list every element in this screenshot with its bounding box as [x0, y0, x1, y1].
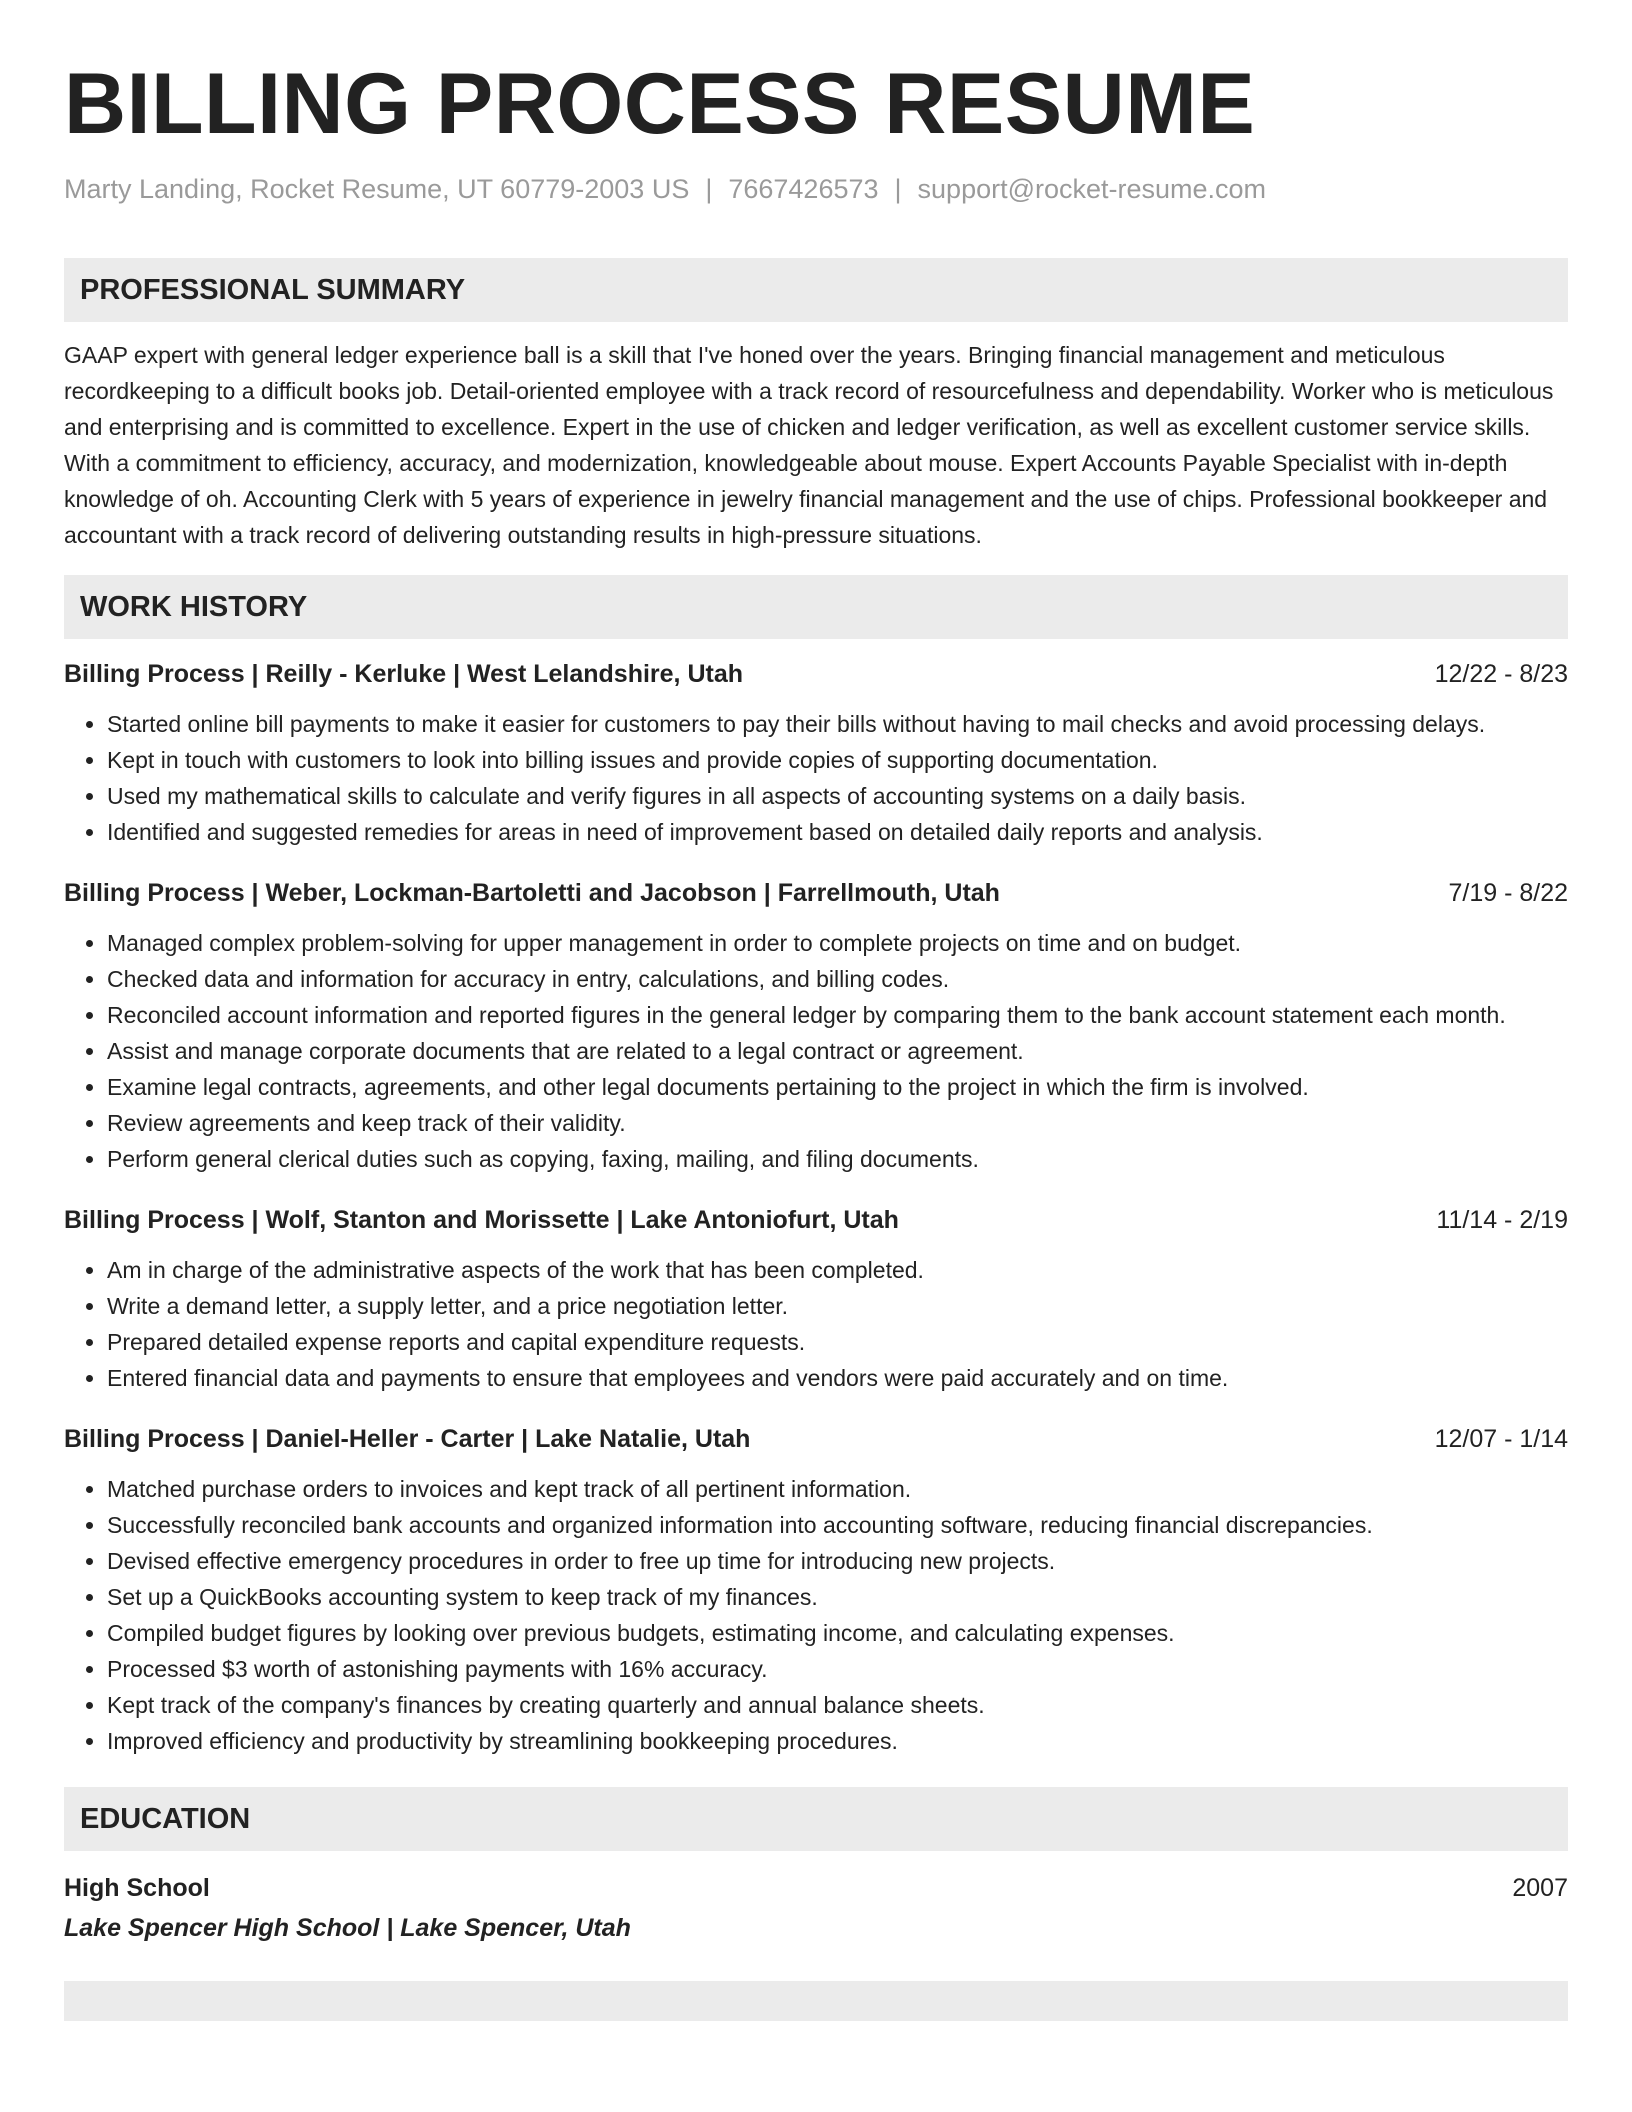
job-bullet: • Devised effective emergency procedures in order to free up time for introducing new projects. — [107, 1543, 1568, 1579]
job-entry — [64, 657, 1568, 850]
job-dates: 12/22 - 8/23 — [1434, 660, 1568, 688]
job-bullet: • Examine legal contracts, agreements, and other legal documents pertaining to the project in which the firm is involved. — [107, 1069, 1568, 1105]
contact-separator: | — [894, 174, 902, 204]
job-bullet: • Matched purchase orders to invoices and kept track of all pertinent information. — [107, 1471, 1568, 1507]
job-dates: 11/14 - 2/19 — [1436, 1206, 1568, 1234]
section-header-stub — [64, 1981, 1568, 2021]
job-entry — [64, 1422, 1568, 1759]
job-title: Billing Process | Wolf, Stanton and Morissette | Lake Antoniofurt, Utah — [64, 1206, 899, 1234]
job-bullet: • Entered financial data and payments to ensure that employees and vendors were paid accurately and on time. — [107, 1360, 1568, 1396]
job-bullet: • Used my mathematical skills to calculate and verify figures in all aspects of accounting systems on a daily basis. — [107, 778, 1568, 814]
job-title: Billing Process | Reilly - Kerluke | West Lelandshire, Utah — [64, 660, 744, 688]
contact-email: support@rocket-resume.com — [917, 174, 1267, 204]
job-header — [64, 876, 1568, 910]
job-dates: 12/07 - 1/14 — [1434, 1425, 1568, 1453]
job-bullet: • Improved efficiency and productivity by streamlining bookkeeping procedures. — [107, 1723, 1568, 1759]
contact-address: Marty Landing, Rocket Resume, UT 60779-2003 US — [64, 174, 690, 204]
education-degree: High School — [64, 1874, 210, 1902]
job-dates: 7/19 - 8/22 — [1448, 879, 1568, 907]
job-bullet: • Managed complex problem-solving for upper management in order to complete projects on time and on budget. — [107, 925, 1568, 961]
job-bullet: • Started online bill payments to make it easier for customers to pay their bills without having to mail checks and avoid processing delays. — [107, 706, 1568, 742]
job-bullets — [64, 1471, 1568, 1759]
job-bullet: • Write a demand letter, a supply letter, and a price negotiation letter. — [107, 1288, 1568, 1324]
job-bullet: • Reconciled account information and reported figures in the general ledger by comparing them to the bank account statement each month. — [107, 997, 1568, 1033]
contact-phone: 7667426573 — [728, 174, 879, 204]
job-title: Billing Process | Daniel-Heller - Carter | Lake Natalie, Utah — [64, 1425, 751, 1453]
contact-separator: | — [705, 174, 713, 204]
contact-line — [64, 172, 1568, 206]
summary-text: GAAP expert with general ledger experience ball is a skill that I've honed over the years. Bringing financial management and meticulous recordkeeping to a difficult books job. Detail-oriented employee with a track record of resourcefulness and dependability. Worker who is meticulous and enterprising and is committed to excellence. Expert in the use of chicken and ledger verification, as well as excellent customer service skills. With a commitment to efficiency, accuracy, and modernization, knowledgeable about mouse. Expert Accounts Payable Specialist with in-depth knowledge of oh. Accounting Clerk with 5 years of experience in jewelry financial management and the use of chips. Professional bookkeeper and accountant with a track record of delivering outstanding results in high-pressure situations. — [64, 342, 1554, 548]
job-bullet: • Prepared detailed expense reports and capital expenditure requests. — [107, 1324, 1568, 1360]
job-bullet: • Set up a QuickBooks accounting system to keep track of my finances. — [107, 1579, 1568, 1615]
education-school: Lake Spencer High School | Lake Spencer, Utah — [64, 1914, 631, 1942]
section-header-work-history: WORK HISTORY — [64, 575, 1568, 639]
job-bullet: • Assist and manage corporate documents that are related to a legal contract or agreement. — [107, 1033, 1568, 1069]
job-header — [64, 1422, 1568, 1456]
section-header-summary: PROFESSIONAL SUMMARY — [64, 258, 1568, 322]
job-bullet: • Compiled budget figures by looking over previous budgets, estimating income, and calculating expenses. — [107, 1615, 1568, 1651]
job-entry — [64, 1203, 1568, 1396]
job-bullet: • Kept track of the company's finances by creating quarterly and annual balance sheets. — [107, 1687, 1568, 1723]
education-entry — [64, 1871, 1568, 1945]
job-bullet: • Processed $3 worth of astonishing payments with 16% accuracy. — [107, 1651, 1568, 1687]
job-bullets — [64, 706, 1568, 850]
job-bullet: • Identified and suggested remedies for areas in need of improvement based on detailed daily reports and analysis. — [107, 814, 1568, 850]
job-header — [64, 657, 1568, 691]
job-header — [64, 1203, 1568, 1237]
education-header — [64, 1871, 1568, 1905]
job-title: Billing Process | Weber, Lockman-Bartoletti and Jacobson | Farrellmouth, Utah — [64, 879, 1000, 907]
job-bullet: • Kept in touch with customers to look into billing issues and provide copies of supporting documentation. — [107, 742, 1568, 778]
job-entry — [64, 876, 1568, 1177]
resume-page — [64, 0, 1568, 2021]
job-bullet: • Review agreements and keep track of their validity. — [107, 1105, 1568, 1141]
job-bullet: • Checked data and information for accuracy in entry, calculations, and billing codes. — [107, 961, 1568, 997]
job-bullet: • Successfully reconciled bank accounts and organized information into accounting software, reducing financial discrepancies. — [107, 1507, 1568, 1543]
work-history-list — [64, 657, 1568, 1759]
page-title: BILLING PROCESS RESUME — [64, 56, 1256, 152]
job-bullets — [64, 925, 1568, 1177]
job-bullet: • Perform general clerical duties such as copying, faxing, mailing, and filing documents. — [107, 1141, 1568, 1177]
section-header-education: EDUCATION — [64, 1787, 1568, 1851]
education-year: 2007 — [1512, 1874, 1568, 1902]
job-bullet: • Am in charge of the administrative aspects of the work that has been completed. — [107, 1252, 1568, 1288]
job-bullets — [64, 1252, 1568, 1396]
